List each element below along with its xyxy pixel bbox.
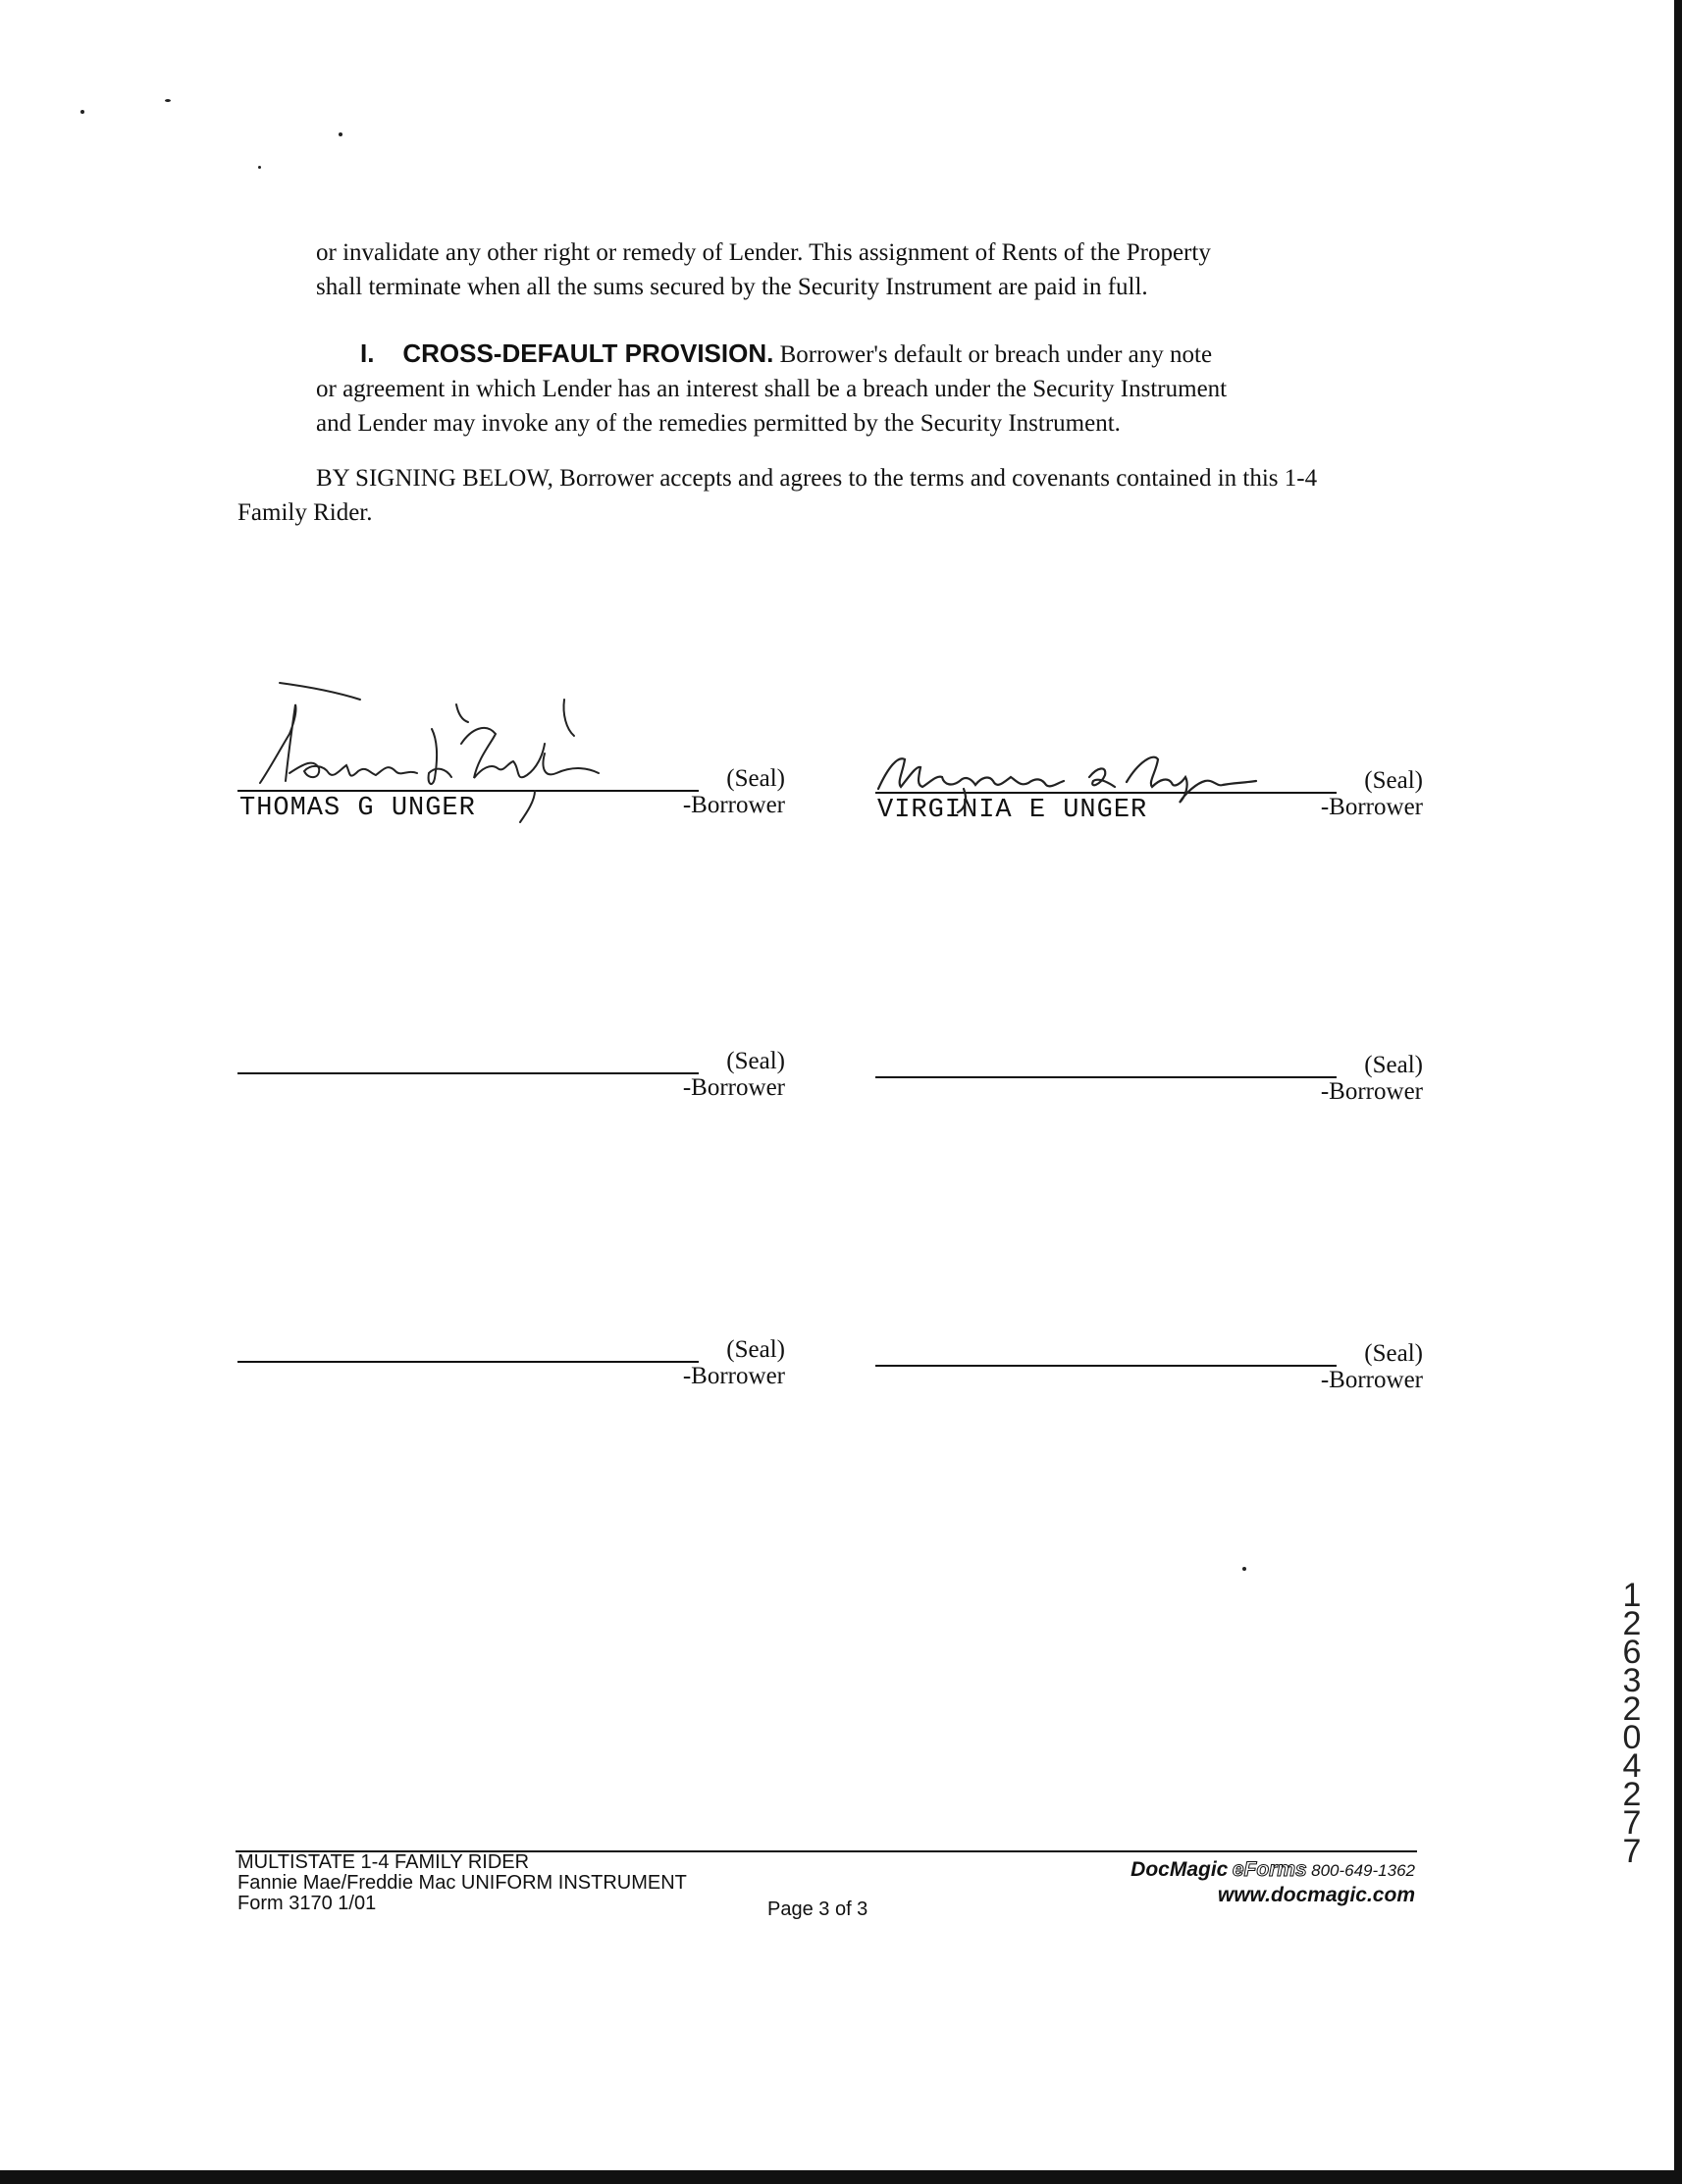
seal-label: (Seal): [726, 1336, 785, 1363]
brand-phone: 800-649-1362: [1311, 1861, 1415, 1880]
text-line: Family Rider.: [237, 499, 373, 526]
signature-virginia-unger: [873, 738, 1325, 816]
scan-speck: [1242, 1567, 1246, 1571]
signature-line[interactable]: [875, 1365, 1337, 1367]
text-line: Borrower's default or breach under any note: [779, 341, 1213, 368]
signing-statement: [237, 461, 1435, 530]
text-line: or invalidate any other right or remedy of Lender. This assignment of Rents of the Property: [316, 239, 1211, 266]
scan-border-bottom: [0, 2170, 1682, 2184]
recording-number-stamp: 1263204277: [1622, 1577, 1642, 1870]
text-line: and Lender may invoke any of the remedies permitted by the Security Instrument.: [316, 410, 1121, 437]
text-line: shall terminate when all the sums secured by the Security Instrument are paid in full.: [316, 274, 1148, 300]
borrower-label: -Borrower: [1320, 1367, 1423, 1393]
docmagic-branding: [1130, 1858, 1415, 1907]
form-title: MULTISTATE 1-4 FAMILY RIDER: [237, 1851, 530, 1873]
signature-block-borrower-4: [875, 1042, 1425, 1105]
seal-label: (Seal): [1364, 1340, 1423, 1367]
scan-speck: [165, 99, 171, 102]
form-identification: [237, 1852, 687, 1914]
signature-block-borrower-3: [237, 1038, 787, 1101]
rents-paragraph: [316, 235, 1376, 304]
section-first-line: [316, 337, 1376, 372]
scan-speck: [80, 110, 84, 114]
brand-eforms-logo: eForms: [1232, 1858, 1307, 1881]
borrower-label: -Borrower: [682, 792, 785, 818]
seal-label: (Seal): [1364, 767, 1423, 794]
page-number: Page 3 of 3: [767, 1898, 868, 1920]
borrower-label: -Borrower: [682, 1074, 785, 1101]
brand-name: DocMagic: [1130, 1858, 1229, 1881]
scan-speck: [258, 166, 261, 169]
signature-thomas-unger: [250, 675, 613, 832]
form-number: Form 3170 1/01: [237, 1893, 377, 1914]
seal-label: (Seal): [1364, 1052, 1423, 1078]
seal-label: (Seal): [726, 765, 785, 792]
signature-line[interactable]: [875, 1076, 1337, 1078]
signature-line[interactable]: [237, 1072, 699, 1074]
borrower-label: -Borrower: [682, 1363, 785, 1389]
seal-label: (Seal): [726, 1048, 785, 1074]
cross-default-section: [316, 337, 1376, 441]
instrument-name: Fannie Mae/Freddie Mac UNIFORM INSTRUMENT: [237, 1872, 687, 1894]
signature-block-borrower-6: [875, 1330, 1425, 1393]
borrower-name: VIRGINIA E UNGER: [877, 796, 1148, 825]
section-heading: I. CROSS-DEFAULT PROVISION.: [360, 338, 774, 368]
borrower-label: -Borrower: [1320, 794, 1423, 820]
signature-block-borrower-5: [237, 1326, 787, 1389]
text-line: or agreement in which Lender has an interest shall be a breach under the Security Instrument: [316, 376, 1228, 402]
scan-border-right: [1674, 0, 1682, 2184]
text-line: BY SIGNING BELOW, Borrower accepts and agrees to the terms and covenants contained in this 1-4: [316, 465, 1318, 492]
borrower-name: THOMAS G UNGER: [239, 794, 476, 823]
signature-line[interactable]: [237, 1361, 699, 1363]
scan-speck: [339, 132, 342, 136]
borrower-label: -Borrower: [1320, 1078, 1423, 1105]
brand-website[interactable]: www.docmagic.com: [1217, 1884, 1415, 1906]
